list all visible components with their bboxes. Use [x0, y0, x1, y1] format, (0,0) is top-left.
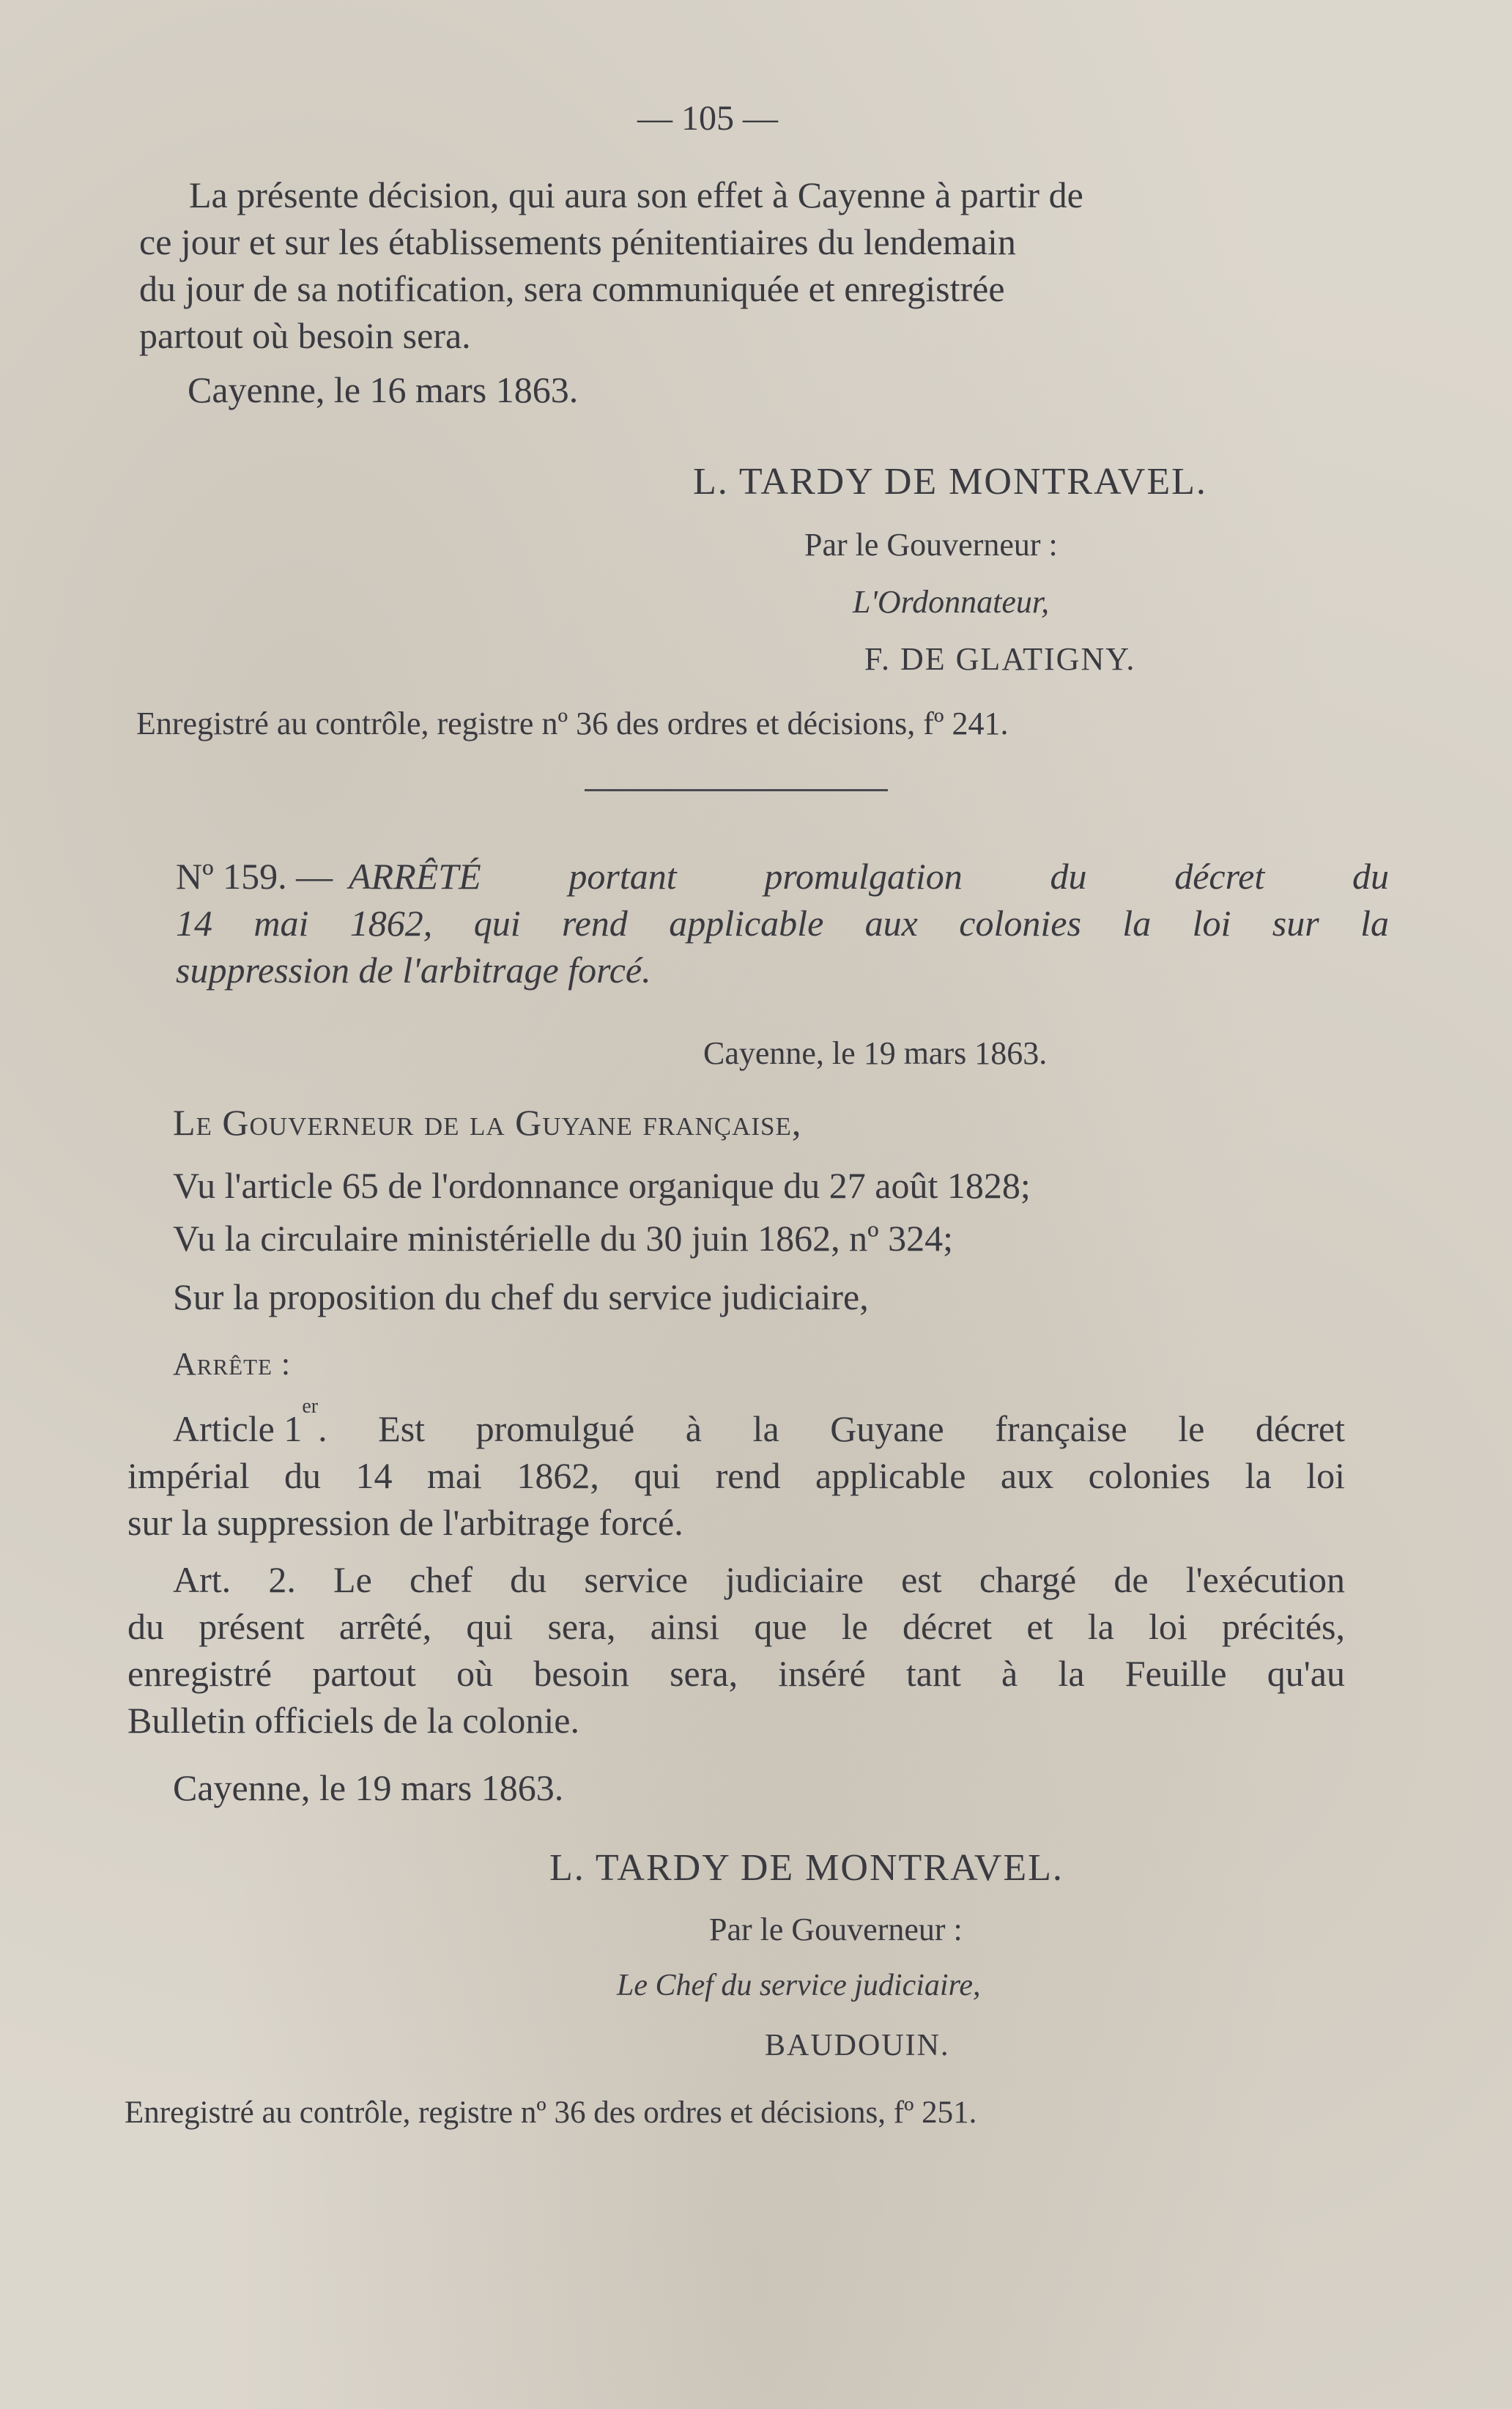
arrete-word: Arrête : — [173, 1346, 292, 1382]
article-1-superscript: er — [302, 1395, 319, 1418]
article-2-text: Bulletin officiels de la colonie. — [127, 1700, 579, 1741]
body-line: partout où besoin sera. — [139, 315, 471, 356]
arrete-number: Nº 159. — — [176, 856, 333, 897]
article-1-label: Article 1 — [173, 1408, 303, 1449]
signatory: L. TARDY DE MONTRAVEL. — [693, 461, 1207, 503]
dateline: Cayenne, le 19 mars 1863. — [703, 1035, 1048, 1071]
article-2-text: Art. 2. Le chef du service judiciaire est chargé de l'exécution — [173, 1559, 1345, 1600]
arrete-title: suppression de l'arbitrage forcé. — [176, 950, 651, 991]
countersignature: F. DE GLATIGNY. — [864, 641, 1136, 677]
preamble-line: Le Gouverneur de la Guyane française, — [173, 1102, 802, 1143]
arrete-heading-line — [176, 854, 1389, 898]
place-date: Cayenne, le 16 mars 1863. — [188, 369, 579, 410]
by-line: Par le Gouverneur : — [709, 1912, 963, 1947]
body-text: La présente décision, qui aura son effet à Cayenne à partir de — [189, 174, 1083, 215]
place-date: Cayenne, le 19 mars 1863. — [173, 1767, 564, 1808]
arrete-title: ARRÊTÉ portant promulgation du décret du — [349, 856, 1389, 897]
countersignature: BAUDOUIN. — [765, 2029, 950, 2062]
article-2-text: enregistré partout où besoin sera, inséré tant à la Feuille qu'au — [127, 1653, 1345, 1694]
preamble-line: Vu l'article 65 de l'ordonnance organique du 27 août 1828; — [173, 1165, 1031, 1206]
article-1-text: . Est promulgué à la Guyane française le décret — [318, 1408, 1345, 1449]
preamble-line: Sur la proposition du chef du service judiciaire, — [173, 1276, 869, 1317]
body-line — [139, 267, 1352, 311]
section-divider — [585, 789, 888, 791]
by-line: Par le Gouverneur : — [804, 527, 1058, 563]
signatory-role: Le Chef du service judiciaire, — [617, 1969, 981, 2002]
article-1-text: sur la suppression de l'arbitrage forcé. — [127, 1502, 683, 1543]
article-2-text: du présent arrêté, qui sera, ainsi que le décret et la loi précités, — [127, 1606, 1345, 1647]
preamble-line: Vu la circulaire ministérielle du 30 juin 1862, nº 324; — [173, 1218, 954, 1259]
article-1-text: impérial du 14 mai 1862, qui rend applicable aux colonies la loi — [127, 1455, 1345, 1496]
registration-note: Enregistré au contrôle, registre nº 36 des ordres et décisions, fº 251. — [125, 2095, 977, 2130]
body-line — [139, 220, 1352, 264]
registration-note: Enregistré au contrôle, registre nº 36 des ordres et décisions, fº 241. — [136, 706, 1009, 741]
signatory-role: L'Ordonnateur, — [853, 584, 1050, 620]
signatory: L. TARDY DE MONTRAVEL. — [549, 1847, 1064, 1889]
body-text: ce jour et sur les établissements pénitentiaires du lendemain — [139, 221, 1016, 262]
arrete-title: 14 mai 1862, qui rend applicable aux colonies la loi sur la — [176, 903, 1389, 944]
article-1-line — [173, 1395, 1345, 1451]
body-text: du jour de sa notification, sera communiquée et enregistrée — [139, 268, 1005, 309]
body-line — [189, 173, 1352, 217]
page-number: — 105 — — [637, 99, 778, 138]
